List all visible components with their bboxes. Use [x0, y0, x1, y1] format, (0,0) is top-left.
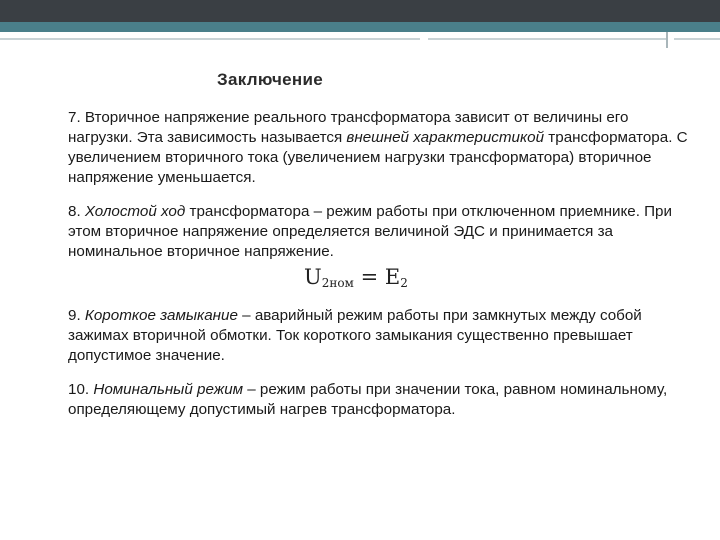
item-text: Вторичное напряжение реального трансформатора зависит от величины его нагрузки. Эта зависимость называется: [68, 109, 629, 146]
formula-u2nom-e2: [68, 262, 688, 292]
item-text: трансформатора. С увеличением вторичного тока (увеличением нагрузки трансформатора) вторичное напряжение уменьшается.: [68, 129, 688, 186]
item-text: – режим работы при значении тока, равном номинальному, определяющему допустимый нагрев трансформатора.: [68, 381, 668, 418]
slide-title: Заключение: [217, 70, 323, 89]
item-8: [68, 202, 688, 262]
item-number: 9.: [68, 307, 81, 324]
item-term: внешней характеристикой: [346, 129, 545, 146]
item-10: [68, 380, 688, 420]
item-number: 10.: [68, 381, 90, 398]
item-9: [68, 306, 688, 366]
header-rule-far-right: [674, 38, 720, 40]
item-number: 8.: [68, 203, 81, 220]
header-rule-left: [0, 38, 420, 40]
header-rule-right: [428, 38, 666, 40]
item-text: – аварийный режим работы при замкнутых между собой зажимах вторичной обмотки. Ток короткого замыкания существенно превышает допустимое значение.: [68, 307, 642, 364]
item-term: Короткое замыкание: [84, 307, 238, 324]
item-number: 7.: [68, 109, 81, 126]
formula-lhs-sub: 2ном: [321, 276, 354, 290]
teal-accent-band: [0, 22, 720, 32]
item-term: Холостой ход: [84, 203, 186, 220]
formula-rhs-sub: 2: [400, 276, 408, 290]
top-dark-bar: [0, 0, 720, 22]
formula-lhs: U: [304, 265, 322, 289]
formula-equals: =: [353, 265, 385, 289]
item-7: [68, 108, 688, 188]
item-term: Номинальный режим: [93, 381, 244, 398]
item-text: трансформатора – режим работы при отключенном приемнике. При этом вторичное напряжение определяется величиной ЭДС и принимается за номинальное вторичное напряжение.: [68, 203, 672, 260]
header-tick: [666, 32, 668, 48]
slide-content: [68, 108, 688, 420]
formula-rhs: E: [384, 265, 401, 289]
